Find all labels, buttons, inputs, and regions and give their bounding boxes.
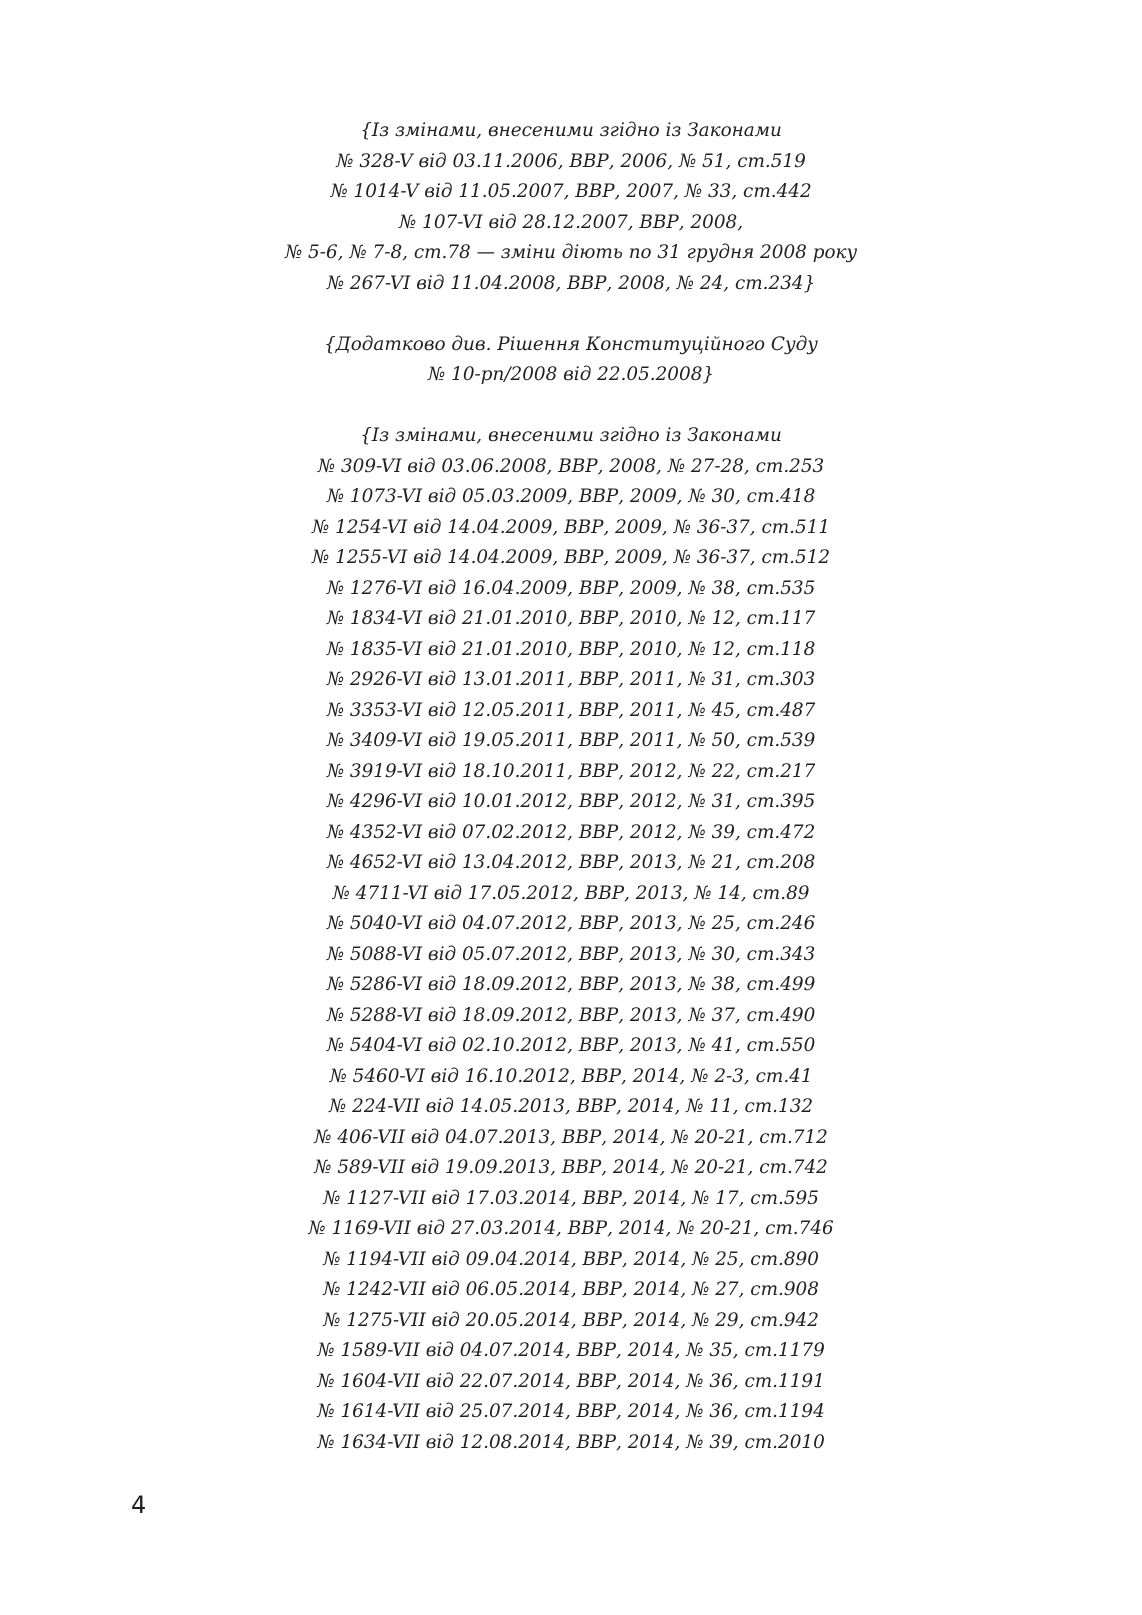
text-line: № 4711-VI від 17.05.2012, ВВР, 2013, № 14, ст.89 bbox=[332, 882, 810, 904]
amendments-text bbox=[0, 116, 1142, 1458]
text-line: № 309-VI від 03.06.2008, ВВР, 2008, № 27-28, ст.253 bbox=[317, 455, 825, 477]
text-line: № 1634-VII від 12.08.2014, ВВР, 2014, № 39, ст.2010 bbox=[317, 1431, 825, 1453]
text-line: № 1014-V від 11.05.2007, ВВР, 2007, № 33, ст.442 bbox=[330, 181, 812, 202]
text-line: № 3353-VI від 12.05.2011, ВВР, 2011, № 45, ст.487 bbox=[326, 699, 816, 721]
text-line: № 4352-VI від 07.02.2012, ВВР, 2012, № 39, ст.472 bbox=[326, 821, 816, 843]
text-line: № 1835-VI від 21.01.2010, ВВР, 2010, № 12, ст.118 bbox=[326, 638, 816, 660]
text-line: № 589-VII від 19.09.2013, ВВР, 2014, № 20-21, ст.742 bbox=[314, 1157, 828, 1178]
text-line: № 5040-VI від 04.07.2012, ВВР, 2013, № 25, ст.246 bbox=[326, 913, 816, 934]
text-line: № 1614-VII від 25.07.2014, ВВР, 2014, № 36, ст.1194 bbox=[317, 1401, 825, 1422]
amendments-block-1 bbox=[0, 116, 1142, 299]
text-line: № 224-VII від 14.05.2013, ВВР, 2014, № 11, ст.132 bbox=[328, 1096, 814, 1117]
text-line: № 1589-VII від 04.07.2014, ВВР, 2014, № 35, ст.1179 bbox=[317, 1340, 825, 1361]
text-line: № 1834-VI від 21.01.2010, ВВР, 2010, № 12, ст.117 bbox=[326, 608, 816, 629]
constitutional-court-note bbox=[0, 330, 1142, 391]
text-line: № 4652-VI від 13.04.2012, ВВР, 2013, № 21, ст.208 bbox=[326, 852, 816, 873]
text-line: № 5088-VI від 05.07.2012, ВВР, 2013, № 30, ст.343 bbox=[326, 943, 816, 965]
text-line: № 5460-VI від 16.10.2012, ВВР, 2014, № 2-3, ст.41 bbox=[329, 1065, 813, 1087]
text-line: № 4296-VI від 10.01.2012, ВВР, 2012, № 31, ст.395 bbox=[326, 791, 816, 812]
text-line: № 1254-VI від 14.04.2009, ВВР, 2009, № 36-37, ст.511 bbox=[311, 516, 831, 538]
text-line: № 1255-VI від 14.04.2009, ВВР, 2009, № 36-37, ст.512 bbox=[311, 547, 831, 568]
text-line: № 328-V від 03.11.2006, ВВР, 2006, № 51, ст.519 bbox=[336, 150, 806, 172]
amendments-block-2 bbox=[0, 421, 1142, 1458]
text-line: № 1604-VII від 22.07.2014, ВВР, 2014, № 36, ст.1191 bbox=[317, 1370, 825, 1392]
text-line: № 1127-VII від 17.03.2014, ВВР, 2014, № 17, ст.595 bbox=[323, 1187, 819, 1209]
text-line: {Додатково див. Рішення Конституційного Суду bbox=[324, 333, 818, 355]
text-line: № 1275-VII від 20.05.2014, ВВР, 2014, № 29, ст.942 bbox=[323, 1309, 819, 1331]
text-line: № 1242-VII від 06.05.2014, ВВР, 2014, № 27, ст.908 bbox=[323, 1279, 819, 1300]
text-line: № 3919-VI від 18.10.2011, ВВР, 2012, № 22, ст.217 bbox=[326, 760, 816, 782]
text-line: № 5286-VI від 18.09.2012, ВВР, 2013, № 38, ст.499 bbox=[326, 974, 816, 995]
text-line: № 107-VI від 28.12.2007, ВВР, 2008, bbox=[398, 211, 744, 233]
text-line: № 10-рп/2008 від 22.05.2008} bbox=[427, 364, 715, 385]
text-line: № 5288-VI від 18.09.2012, ВВР, 2013, № 37, ст.490 bbox=[326, 1004, 816, 1026]
text-line: № 406-VII від 04.07.2013, ВВР, 2014, № 20-21, ст.712 bbox=[314, 1126, 828, 1148]
text-line: № 267-VI від 11.04.2008, ВВР, 2008, № 24, ст.234} bbox=[326, 272, 816, 294]
text-line: № 1169-VII від 27.03.2014, ВВР, 2014, № 20-21, ст.746 bbox=[308, 1218, 834, 1239]
text-line: № 2926-VI від 13.01.2011, ВВР, 2011, № 31, ст.303 bbox=[326, 669, 816, 690]
text-line: {Із змінами, внесеними згідно із Законами bbox=[360, 120, 782, 141]
text-line: № 1276-VI від 16.04.2009, ВВР, 2009, № 38, ст.535 bbox=[326, 577, 816, 599]
text-line: {Із змінами, внесеними згідно із Законами bbox=[360, 425, 782, 446]
page-number: 4 bbox=[131, 1491, 147, 1519]
text-line: № 3409-VI від 19.05.2011, ВВР, 2011, № 50, ст.539 bbox=[326, 730, 816, 751]
text-line: № 1194-VII від 09.04.2014, ВВР, 2014, № 25, ст.890 bbox=[323, 1248, 819, 1270]
text-line: № 1073-VI від 05.03.2009, ВВР, 2009, № 30, ст.418 bbox=[326, 486, 816, 507]
text-line: № 5404-VI від 02.10.2012, ВВР, 2013, № 41, ст.550 bbox=[326, 1035, 816, 1056]
text-line: № 5-6, № 7-8, ст.78 — зміни діють по 31 грудня 2008 року bbox=[284, 242, 858, 263]
